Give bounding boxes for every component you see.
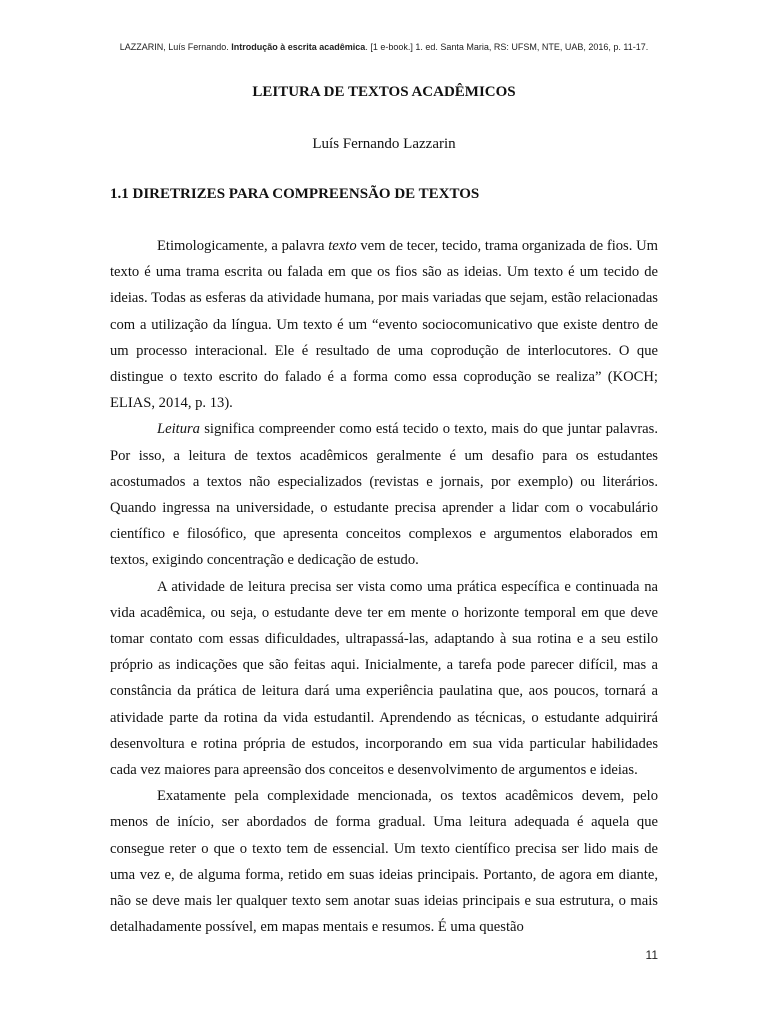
paragraph-1-text-a: Etimologicamente, a palavra [157,238,329,254]
paragraph-1 [110,233,658,416]
citation-title: Introdução à escrita acadêmica [231,42,366,52]
paragraph-3 [110,574,658,784]
document-title: LEITURA DE TEXTOS ACADÊMICOS [252,84,516,100]
body-text [110,233,658,940]
paragraph-3-text: A atividade de leitura precisa ser vista como uma prática específica e continuada na vida acadêmica, ou seja, o estudante deve ter em mente o horizonte temporal em que deve tomar contato com essas dificuldades, ultrapassá-las, adaptando à sua rotina e a seu estilo próprio as indicações que são feitas aqui. Inicialmente, a tarefa pode parecer difícil, mas a constância da prática de leitura dará uma experiência paulatina que, aos poucos, tornará a atividade parte da rotina da vida estudantil. Aprendendo as técnicas, o estudante adquirirá desenvoltura e rotina própria de estudos, incorporando em sua vida particular habilidades cada vez maiores para apreensão dos conceitos e desenvolvimento de argumentos e ideias. [110,578,658,779]
paragraph-1-text-b: vem de tecer, tecido, trama organizada de fios. Um texto é uma trama escrita ou falada em que os fios são as ideias. Um texto é um tecido de ideias. Todas as esferas da atividade humana, por mais variadas que sejam, estão relacionadas com a utilização da língua. Um texto é um “evento sociocomunicativo que existe dentro de um processo interacional. Ele é resultado de uma coprodução de interlocutores. O que distingue o texto escrito do falado é a forma como essa coprodução se realiza” (KOCH; ELIAS, 2014, p. 13). [110,238,658,412]
citation-details: . [1 e-book.] 1. ed. Santa Maria, RS: UFSM, NTE, UAB, 2016, p. 11-17. [365,42,649,52]
paragraph-1-emphasis: texto [328,238,357,254]
paragraph-4 [110,783,658,940]
section-heading: 1.1 DIRETRIZES PARA COMPREENSÃO DE TEXTOS [110,186,480,202]
paragraph-2-emphasis: Leitura [157,421,200,438]
citation-author: LAZZARIN, Luís Fernando. [119,42,232,52]
paragraph-2-text-b: significa compreender como está tecido o texto, mais do que juntar palavras. Por isso, a leitura de textos acadêmicos geralmente é um desafio para os estudantes acostumados a textos não especializados (revistas e jornais, por exemplo) ou literários. Quando ingressa na universidade, o estudante precisa aprender a lidar com o vocabulário científico e filosófico, que apresenta conceitos complexos e argumentos elaborados em textos, exigindo concentração e dedicação de estudo. [110,421,658,569]
page-number: 11 [645,948,658,962]
paragraph-4-text: Exatamente pela complexidade mencionada, os textos acadêmicos devem, pelo menos de início, ser abordados de forma gradual. Uma leitura adequada é aquela que consegue reter o que o texto tem de essencial. Um texto científico precisa ser lido mais de uma vez e, de alguma forma, retido em suas ideias principais. Portanto, de agora em diante, não se deve mais ler qualquer texto sem anotar suas ideias principais e sua estrutura, o mais detalhadamente possível, em mapas mentais e resumos. É uma questão [110,788,658,936]
paragraph-2 [110,416,658,573]
author-name: Luís Fernando Lazzarin [312,136,456,152]
citation-header [0,42,768,52]
